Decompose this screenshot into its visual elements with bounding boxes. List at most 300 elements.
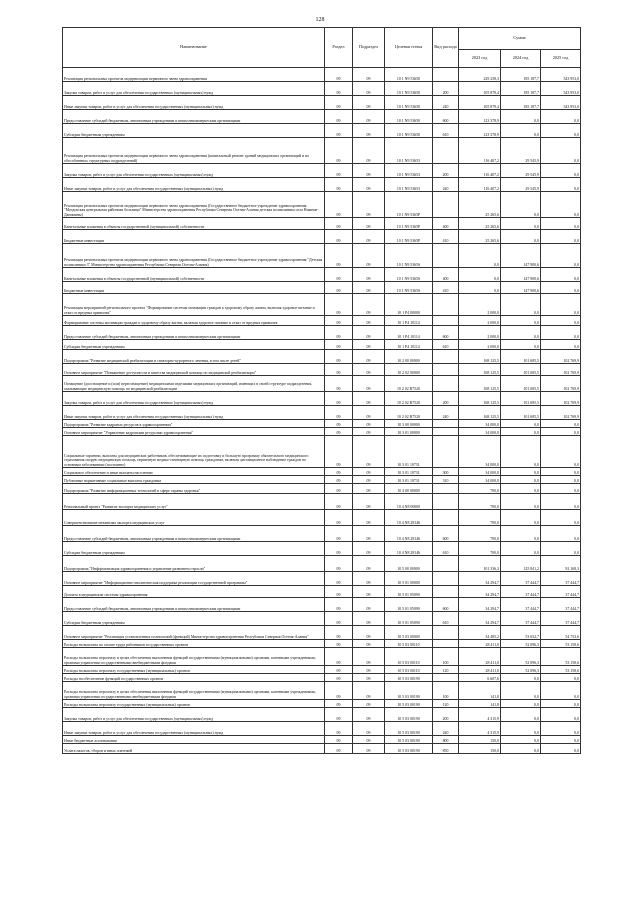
row-2023: 34 294,7 <box>459 612 501 626</box>
row-expense-type: 100 <box>433 648 459 666</box>
row-section: 09 <box>325 556 353 572</box>
row-subsection: 09 <box>353 598 385 612</box>
row-2025: 0,0 <box>541 736 581 744</box>
row-subsection: 09 <box>353 648 385 666</box>
row-expense-type: 610 <box>433 612 459 626</box>
row-expense-type <box>433 484 459 494</box>
row-section: 09 <box>325 96 353 110</box>
row-section: 09 <box>325 526 353 542</box>
row-subsection: 09 <box>353 484 385 494</box>
table-row <box>63 436 581 468</box>
row-section: 09 <box>325 648 353 666</box>
table-row <box>63 526 581 542</box>
row-section: 09 <box>325 82 353 96</box>
row-section: 09 <box>325 244 353 268</box>
row-target: 10 1 N9 5365S <box>385 282 433 294</box>
table-row <box>63 282 581 294</box>
row-2023: 168 125,5 <box>459 350 501 364</box>
row-2024: 147 900,6 <box>501 244 541 268</box>
row-name: Доплата в медицинские системы здравоохранения <box>63 586 325 598</box>
row-2023: 123 378,9 <box>459 110 501 124</box>
row-name: Социальные гарантии, выплаты для медицинских работников, обеспечивающие их подготовку и большую программу обязательного медицинского страхования скорую медицинскую помощь, первичную медико-санитарную помощь гражданам, включая дистанционное наблюдение граждан по основным заболеваниям (постоянно) <box>63 436 325 468</box>
row-2025: 0,0 <box>541 230 581 244</box>
row-2023: 2 000,0 <box>459 316 501 326</box>
row-2025: 0,0 <box>541 494 581 510</box>
row-name: Основное мероприятие "Информационно-аналитическая поддержка реализации государственной программы" <box>63 572 325 586</box>
row-2025: 54 753,6 <box>541 626 581 640</box>
row-section: 09 <box>325 178 353 192</box>
header-subsection: Подраздел <box>353 28 385 68</box>
row-2023: 25 265,6 <box>459 218 501 230</box>
row-section: 09 <box>325 674 353 682</box>
row-target: 10 3 00 00000 <box>385 420 433 428</box>
row-expense-type <box>433 350 459 364</box>
row-2025: 102 769,9 <box>541 392 581 406</box>
row-target: 10 4 N8 00000 <box>385 494 433 510</box>
row-target: 10 5 01 05090 <box>385 612 433 626</box>
row-section: 09 <box>325 468 353 476</box>
row-name: Иные бюджетные ассигнования <box>63 736 325 744</box>
row-2025: 0,0 <box>541 700 581 708</box>
row-2025: 0,0 <box>541 340 581 350</box>
row-2023: 34 000,0 <box>459 436 501 468</box>
row-2025: 102 769,9 <box>541 350 581 364</box>
row-section: 09 <box>325 364 353 376</box>
row-target: 10 1 N9 5365P <box>385 218 433 230</box>
row-subsection: 09 <box>353 510 385 526</box>
row-target: 10 1 N9 5365S <box>385 244 433 268</box>
row-subsection: 09 <box>353 586 385 598</box>
row-2024: 29 545,9 <box>501 178 541 192</box>
row-name: Иные закупки товаров, работ и услуг для обеспечения государственных (муниципальных) нужд <box>63 406 325 420</box>
row-2025: 0,0 <box>541 484 581 494</box>
header-2023: 2023 год <box>459 50 501 68</box>
header-expense-type: Вид расхода <box>433 28 459 68</box>
row-2025: 543 953,0 <box>541 96 581 110</box>
row-2024: 101 685,5 <box>501 406 541 420</box>
row-2023: 0,0 <box>459 268 501 282</box>
row-2024: 29 545,9 <box>501 164 541 178</box>
row-name: Субсидии бюджетным учреждениям <box>63 340 325 350</box>
table-row <box>63 316 581 326</box>
table-row <box>63 192 581 218</box>
row-name: Социальное обеспечение и иные выплаты населению <box>63 468 325 476</box>
row-name: Иные закупки товаров, работ и услуг для обеспечения государственных (муниципальных) нужд <box>63 722 325 736</box>
row-2024: 0,0 <box>501 420 541 428</box>
table-row <box>63 648 581 666</box>
table-body <box>63 68 581 754</box>
row-2024: 101 685,5 <box>501 364 541 376</box>
row-target: 10 3 01 00000 <box>385 428 433 436</box>
row-expense-type: 400 <box>433 268 459 282</box>
table-row <box>63 68 581 82</box>
row-section: 09 <box>325 230 353 244</box>
table-row <box>63 392 581 406</box>
row-2023: 116 407,2 <box>459 178 501 192</box>
row-2024: 0,0 <box>501 124 541 138</box>
row-subsection: 09 <box>353 392 385 406</box>
row-subsection: 09 <box>353 282 385 294</box>
row-2023: 2 000,0 <box>459 326 501 340</box>
row-target: 10 5 03 00190 <box>385 700 433 708</box>
row-subsection: 09 <box>353 666 385 674</box>
row-target: 10 5 03 00190 <box>385 736 433 744</box>
row-2024: 52 096,3 <box>501 666 541 674</box>
row-2023: 25 265,6 <box>459 192 501 218</box>
row-2025: 0,0 <box>541 708 581 722</box>
row-subsection: 09 <box>353 68 385 82</box>
row-expense-type <box>433 572 459 586</box>
row-target: 10 5 00 00000 <box>385 556 433 572</box>
row-name: Расходы на выплаты по оплате труда работников государственных органов <box>63 640 325 648</box>
table-row <box>63 640 581 648</box>
row-2025: 0,0 <box>541 542 581 556</box>
row-subsection: 09 <box>353 230 385 244</box>
row-name: Расходы на выплаты персоналу в целях обеспечения выполнения функций государственными (муниципальными) органами, казенными учреждениями, органами управления государственными внебюджетными фондами <box>63 648 325 666</box>
row-expense-type: 240 <box>433 722 459 736</box>
row-target: 10 1 N9 53653 <box>385 178 433 192</box>
row-2024: 0,0 <box>501 326 541 340</box>
table-row <box>63 110 581 124</box>
table-row <box>63 96 581 110</box>
row-2024: 101 685,5 <box>501 350 541 364</box>
row-2025: 0,0 <box>541 124 581 138</box>
row-section: 09 <box>325 598 353 612</box>
row-2025: 0,0 <box>541 722 581 736</box>
row-2023: 34 485,2 <box>459 626 501 640</box>
row-section: 09 <box>325 626 353 640</box>
row-2024: 0,0 <box>501 218 541 230</box>
row-2024: 0,0 <box>501 294 541 316</box>
table-row <box>63 82 581 96</box>
row-2024: 0,0 <box>501 736 541 744</box>
table-row <box>63 586 581 598</box>
row-expense-type <box>433 192 459 218</box>
table-row <box>63 510 581 526</box>
row-subsection: 09 <box>353 244 385 268</box>
row-2024: 125 841,2 <box>501 556 541 572</box>
row-2025: 92 168,3 <box>541 556 581 572</box>
row-section: 09 <box>325 192 353 218</box>
row-expense-type: 610 <box>433 340 459 350</box>
row-2024: 0,0 <box>501 542 541 556</box>
row-name: Капитальные вложения в объекты государственной (муниципальной) собственности <box>63 218 325 230</box>
row-subsection: 09 <box>353 556 385 572</box>
row-2023: 168 125,5 <box>459 392 501 406</box>
row-target: 10 5 01 05090 <box>385 586 433 598</box>
row-2024: 0,0 <box>501 484 541 494</box>
table-row <box>63 722 581 736</box>
row-target: 10 1 P4 00000 <box>385 294 433 316</box>
row-expense-type: 310 <box>433 476 459 484</box>
row-target: 10 1 N9 53653 <box>385 138 433 164</box>
row-target: 10 1 N9 5365S <box>385 268 433 282</box>
row-2025: 0,0 <box>541 744 581 754</box>
row-2024: 52 096,3 <box>501 648 541 666</box>
row-section: 09 <box>325 138 353 164</box>
row-section: 09 <box>325 376 353 392</box>
row-subsection: 09 <box>353 736 385 744</box>
row-subsection: 09 <box>353 674 385 682</box>
row-expense-type: 240 <box>433 96 459 110</box>
row-subsection: 09 <box>353 722 385 736</box>
row-subsection: 09 <box>353 96 385 110</box>
row-2023: 34 000,0 <box>459 420 501 428</box>
table-row <box>63 230 581 244</box>
table-row <box>63 340 581 350</box>
row-subsection: 09 <box>353 326 385 340</box>
header-target: Целевая статья <box>385 28 433 68</box>
row-name: Реализация региональных проектов модернизации первичного звена здравоохранения (капитальный ремонт зданий медицинских организаций и их обособленных структурных подразделений) <box>63 138 325 164</box>
row-2024: 0,0 <box>501 316 541 326</box>
row-2025: 0,0 <box>541 468 581 476</box>
row-name: Подпрограмма "Развитие кадровых ресурсов в здравоохранении" <box>63 420 325 428</box>
row-subsection: 09 <box>353 744 385 754</box>
row-expense-type: 610 <box>433 124 459 138</box>
row-2024: 0,0 <box>501 340 541 350</box>
row-target: 10 1 N9 53653 <box>385 164 433 178</box>
row-subsection: 09 <box>353 192 385 218</box>
row-name: Расходы на обеспечение функций государственных органов <box>63 674 325 682</box>
row-target: 10 2 00 00000 <box>385 350 433 364</box>
table-row <box>63 376 581 392</box>
row-target: 10 1 P4 10114 <box>385 326 433 340</box>
row-2025: 0,0 <box>541 436 581 468</box>
table-row <box>63 218 581 230</box>
row-subsection: 09 <box>353 164 385 178</box>
row-subsection: 09 <box>353 364 385 376</box>
row-2023: 4 315,9 <box>459 708 501 722</box>
row-expense-type: 200 <box>433 164 459 178</box>
row-expense-type: 600 <box>433 110 459 124</box>
row-2023: 101 336,3 <box>459 556 501 572</box>
row-expense-type: 600 <box>433 526 459 542</box>
row-2024: 0,0 <box>501 230 541 244</box>
row-target: 10 4 N8 28146 <box>385 526 433 542</box>
row-expense-type <box>433 138 459 164</box>
row-expense-type: 240 <box>433 178 459 192</box>
table-row <box>63 124 581 138</box>
row-2024: 0,0 <box>501 510 541 526</box>
row-subsection: 09 <box>353 340 385 350</box>
row-section: 09 <box>325 316 353 326</box>
row-name: Уплата налогов, сборов и иных платежей <box>63 744 325 754</box>
table-row <box>63 494 581 510</box>
row-section: 09 <box>325 428 353 436</box>
row-name: Реализация региональных проектов модернизации первичного звена здравоохранения <box>63 68 325 82</box>
row-expense-type <box>433 494 459 510</box>
row-2025: 102 769,9 <box>541 364 581 376</box>
row-expense-type <box>433 586 459 598</box>
row-2025: 0,0 <box>541 268 581 282</box>
table-row <box>63 468 581 476</box>
table-row <box>63 626 581 640</box>
row-expense-type: 410 <box>433 282 459 294</box>
row-2025: 543 953,0 <box>541 68 581 82</box>
table-row <box>63 178 581 192</box>
row-2025: 0,0 <box>541 138 581 164</box>
row-2023: 34 294,7 <box>459 586 501 598</box>
row-name: Закупка товаров, работ и услуг для обеспечения государственных (муниципальных) нужд <box>63 708 325 722</box>
row-2025: 0,0 <box>541 674 581 682</box>
row-2023: 28 411,0 <box>459 666 501 674</box>
row-target: 10 2 02 R7520 <box>385 406 433 420</box>
row-subsection: 09 <box>353 612 385 626</box>
table-row <box>63 598 581 612</box>
row-2023: 34 294,7 <box>459 572 501 586</box>
row-section: 09 <box>325 350 353 364</box>
header-sum: Сумма <box>459 28 581 50</box>
row-subsection: 09 <box>353 626 385 640</box>
row-2023: 141,8 <box>459 700 501 708</box>
table-row <box>63 484 581 494</box>
row-section: 09 <box>325 268 353 282</box>
row-expense-type <box>433 556 459 572</box>
row-name: Иные закупки товаров, работ и услуг для обеспечения государственных (муниципальных) нужд <box>63 178 325 192</box>
row-name: Реализация мероприятий регионального проекта "Формирование системы мотивации граждан к здоровому образу жизни, включая здоровое питание и отказ от вредных привычек" <box>63 294 325 316</box>
row-2025: 53 158,6 <box>541 640 581 648</box>
row-2024: 0,0 <box>501 674 541 682</box>
row-expense-type: 610 <box>433 542 459 556</box>
row-2024: 0,0 <box>501 744 541 754</box>
row-name: Реализация региональных проектов модернизации первичного звена здравоохранения (Государственное бюджетное учреждение здравоохранения "Моздокская центральная районная больница" Министерства здравоохранения Республики Северная Осетия-Алания детская поликлиника села Нижние-Данимяны) <box>63 192 325 218</box>
row-name: Расходы на выплаты персоналу в целях обеспечения выполнения функций государственными (муниципальными) органами, казенными учреждениями, органами управления государственными внебюджетными фондами <box>63 682 325 700</box>
row-2025: 0,0 <box>541 218 581 230</box>
row-2025: 0,0 <box>541 178 581 192</box>
row-2023: 150,0 <box>459 744 501 754</box>
row-2023: 105 879,4 <box>459 82 501 96</box>
row-subsection: 09 <box>353 350 385 364</box>
row-subsection: 09 <box>353 468 385 476</box>
row-target: 10 5 01 05090 <box>385 598 433 612</box>
row-name: Предоставление субсидий бюджетным, автономным учреждениям и иным некоммерческим организациям <box>63 598 325 612</box>
table-row <box>63 476 581 484</box>
table-row <box>63 674 581 682</box>
row-target: 10 5 01 00000 <box>385 572 433 586</box>
row-target: 10 3 01 10731 <box>385 476 433 484</box>
row-section: 09 <box>325 476 353 484</box>
row-name: Закупка товаров, работ и услуг для обеспечения государственных (муниципальных) нужд <box>63 82 325 96</box>
row-section: 09 <box>325 282 353 294</box>
row-2023: 168 125,5 <box>459 376 501 392</box>
row-target: 10 4 N8 28146 <box>385 542 433 556</box>
row-target: 10 1 N9 5365P <box>385 230 433 244</box>
row-target: 10 5 03 00190 <box>385 682 433 700</box>
row-section: 09 <box>325 164 353 178</box>
header-name: Наименование <box>63 28 325 68</box>
row-2024: 0,0 <box>501 468 541 476</box>
table-row <box>63 682 581 700</box>
row-2025: 0,0 <box>541 316 581 326</box>
row-section: 09 <box>325 666 353 674</box>
row-name: Формирование системы мотивации граждан к здоровому образу жизни, включая здоровое питание и отказ от вредных привычек <box>63 316 325 326</box>
row-2024: 0,0 <box>501 722 541 736</box>
row-target: 10 1 N9 53650 <box>385 68 433 82</box>
row-2024: 0,0 <box>501 682 541 700</box>
row-section: 09 <box>325 722 353 736</box>
row-subsection: 09 <box>353 494 385 510</box>
row-2024: 0,0 <box>501 494 541 510</box>
row-subsection: 09 <box>353 406 385 420</box>
row-target: 10 4 N8 28146 <box>385 510 433 526</box>
row-name: Капитальные вложения в объекты государственной (муниципальной) собственности <box>63 268 325 282</box>
row-expense-type: 400 <box>433 218 459 230</box>
table-row <box>63 700 581 708</box>
row-expense-type: 200 <box>433 392 459 406</box>
row-section: 09 <box>325 586 353 598</box>
row-target: 10 5 03 00190 <box>385 708 433 722</box>
row-2024: 53 632,7 <box>501 626 541 640</box>
table-row <box>63 744 581 754</box>
row-name: Подпрограмма "Развитие медицинской реабилитации и санаторно-курортного лечения, в том числе детей" <box>63 350 325 364</box>
row-2025: 0,0 <box>541 476 581 484</box>
row-expense-type: 100 <box>433 682 459 700</box>
row-expense-type <box>433 316 459 326</box>
row-2023: 6 607,6 <box>459 674 501 682</box>
row-name: Оснащение (дооснащение и (или) переоснащение) медицинскими изделиями медицинских организаций, имеющих в своей структуре подразделения, оказывающие медицинскую помощь по медицинской реабилитации <box>63 376 325 392</box>
table-row <box>63 666 581 674</box>
row-subsection: 09 <box>353 526 385 542</box>
row-section: 09 <box>325 572 353 586</box>
row-expense-type: 120 <box>433 666 459 674</box>
row-name: Подпрограмма "Развитие информационных технологий в сфере охраны здоровья" <box>63 484 325 494</box>
row-section: 09 <box>325 640 353 648</box>
row-expense-type: 120 <box>433 700 459 708</box>
page-number: 128 <box>315 17 325 23</box>
row-2023: 229 258,3 <box>459 68 501 82</box>
row-section: 09 <box>325 326 353 340</box>
row-subsection: 09 <box>353 420 385 428</box>
table-row <box>63 268 581 282</box>
row-target: 10 2 02 R7520 <box>385 392 433 406</box>
row-2024: 37 444,7 <box>501 572 541 586</box>
row-2025: 543 953,0 <box>541 82 581 96</box>
row-2025: 53 158,6 <box>541 648 581 666</box>
table-row <box>63 612 581 626</box>
row-2023: 700,0 <box>459 542 501 556</box>
table-row <box>63 736 581 744</box>
row-section: 09 <box>325 294 353 316</box>
row-subsection: 09 <box>353 218 385 230</box>
row-section: 09 <box>325 124 353 138</box>
row-2023: 150,0 <box>459 736 501 744</box>
row-name: Реализация региональных проектов модернизации первичного звена здравоохранения (Государственное бюджетное учреждение здравоохранения "Детская поликлиника 3" Министерства здравоохранения Республики Северная Осетия-Алания) <box>63 244 325 268</box>
row-2023: 2 000,0 <box>459 340 501 350</box>
row-subsection: 09 <box>353 376 385 392</box>
row-2025: 37 444,7 <box>541 598 581 612</box>
row-subsection: 09 <box>353 110 385 124</box>
row-2023: 700,0 <box>459 510 501 526</box>
row-expense-type <box>433 510 459 526</box>
row-subsection: 09 <box>353 572 385 586</box>
table-row <box>63 406 581 420</box>
row-target: 10 5 03 00110 <box>385 640 433 648</box>
row-2025: 102 769,9 <box>541 406 581 420</box>
row-section: 09 <box>325 736 353 744</box>
row-section: 09 <box>325 406 353 420</box>
row-2023: 0,0 <box>459 244 501 268</box>
row-name: Основное мероприятие "Управление кадровыми ресурсами здравоохранения" <box>63 428 325 436</box>
row-2023: 700,0 <box>459 526 501 542</box>
row-expense-type <box>433 244 459 268</box>
header-section: Раздел <box>325 28 353 68</box>
table-row <box>63 294 581 316</box>
row-name: Иные закупки товаров, работ и услуг для обеспечения государственных (муниципальных) нужд <box>63 96 325 110</box>
row-2024: 29 545,9 <box>501 138 541 164</box>
row-2024: 52 096,3 <box>501 640 541 648</box>
row-name: Субсидии бюджетным учреждениям <box>63 612 325 626</box>
row-2025: 0,0 <box>541 110 581 124</box>
